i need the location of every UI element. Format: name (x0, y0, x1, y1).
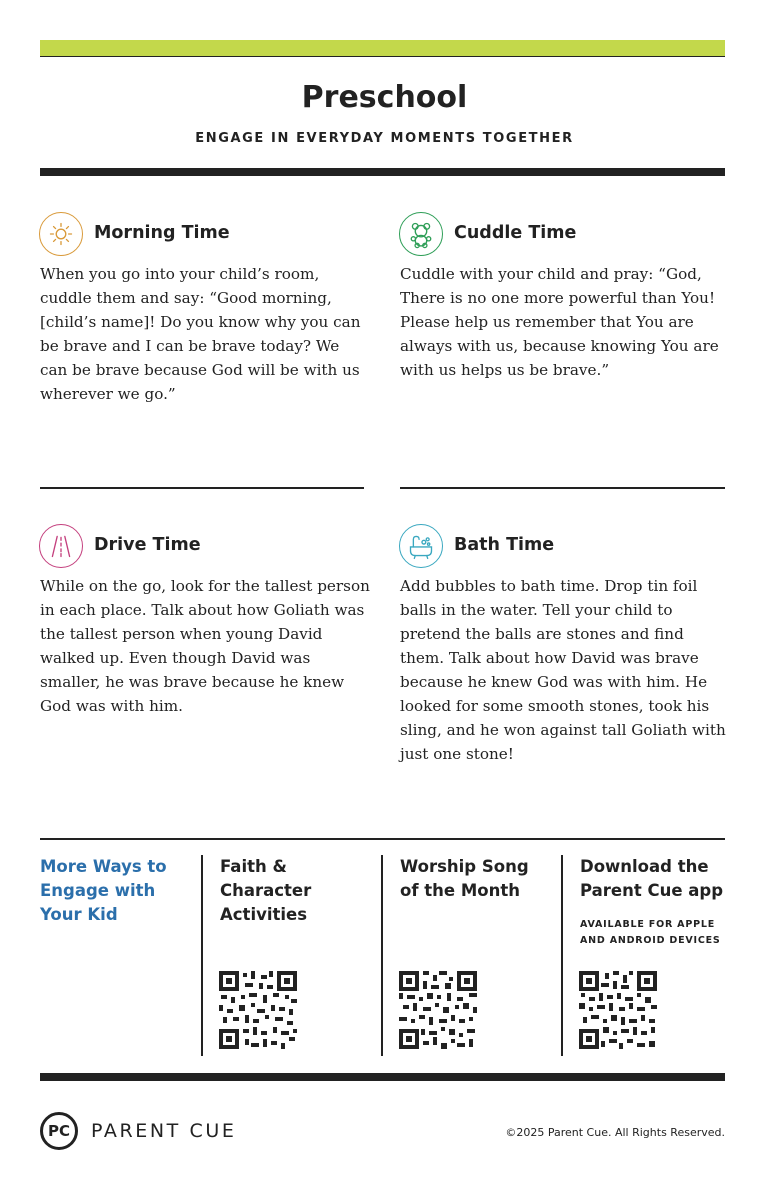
section-divider-left (40, 487, 364, 489)
parent-cue-logo: PC (40, 1112, 78, 1150)
download-app-heading: Download the Parent Cue app (580, 857, 724, 900)
available-devices-note: AVAILABLE FOR APPLE AND ANDROID DEVICES (580, 919, 721, 946)
column-divider (381, 855, 383, 1056)
section-divider-right (400, 487, 725, 489)
drive-time-body: While on the go, look for the tallest person in each place. Talk about how Goliath was the tallest person when young David walked up. Even though David was smaller, he was brave because he knew God was with him. (40, 577, 370, 715)
worship-song-qr-code[interactable] (399, 971, 477, 1049)
column-divider (561, 855, 563, 1056)
morning-time-title: Morning Time (94, 223, 230, 243)
drive-time-title: Drive Time (94, 535, 201, 555)
footer-divider (40, 1073, 725, 1081)
accent-bar (40, 40, 725, 56)
road-icon (39, 524, 83, 568)
worship-song-heading: Worship Song of the Month (400, 857, 529, 900)
sun-icon (39, 212, 83, 256)
download-app-qr-code[interactable] (579, 971, 657, 1049)
more-ways-heading: More Ways to Engage with Your Kid (40, 857, 167, 924)
bath-time-title: Bath Time (454, 535, 555, 555)
faith-activities-qr-code[interactable] (219, 971, 297, 1049)
column-divider (201, 855, 203, 1056)
page-title: Preschool (301, 80, 468, 115)
page-subtitle: ENGAGE IN EVERYDAY MOMENTS TOGETHER (195, 131, 574, 146)
accent-bar-rule (40, 56, 725, 57)
brand-name: PARENT CUE (91, 1120, 237, 1142)
cuddle-time-title: Cuddle Time (454, 223, 577, 243)
faith-activities-heading: Faith & Character Activities (220, 857, 312, 924)
header-divider (40, 168, 725, 176)
copyright-notice: ©2025 Parent Cue. All Rights Reserved. (505, 1126, 725, 1139)
footer-top-divider (40, 838, 725, 840)
cuddle-time-body: Cuddle with your child and pray: “God, There is no one more powerful than You! Please help us remember that You are always with us, because knowing You are with us helps us be brave.” (400, 265, 719, 379)
bath-time-body: Add bubbles to bath time. Drop tin foil balls in the water. Tell your child to pretend the balls are stones and find them. Talk about how David was brave because he knew God was with him. He looked for some smooth stones, took his sling, and he won against tall Goliath with just one stone! (400, 577, 726, 763)
morning-time-body: When you go into your child’s room, cuddle them and say: “Good morning, [child’s name]! Do you know why you can be brave and I can be brave today? We can be brave because God will be with us wherever we go.” (40, 265, 361, 403)
bathtub-icon (399, 524, 443, 568)
teddy-bear-icon (399, 212, 443, 256)
